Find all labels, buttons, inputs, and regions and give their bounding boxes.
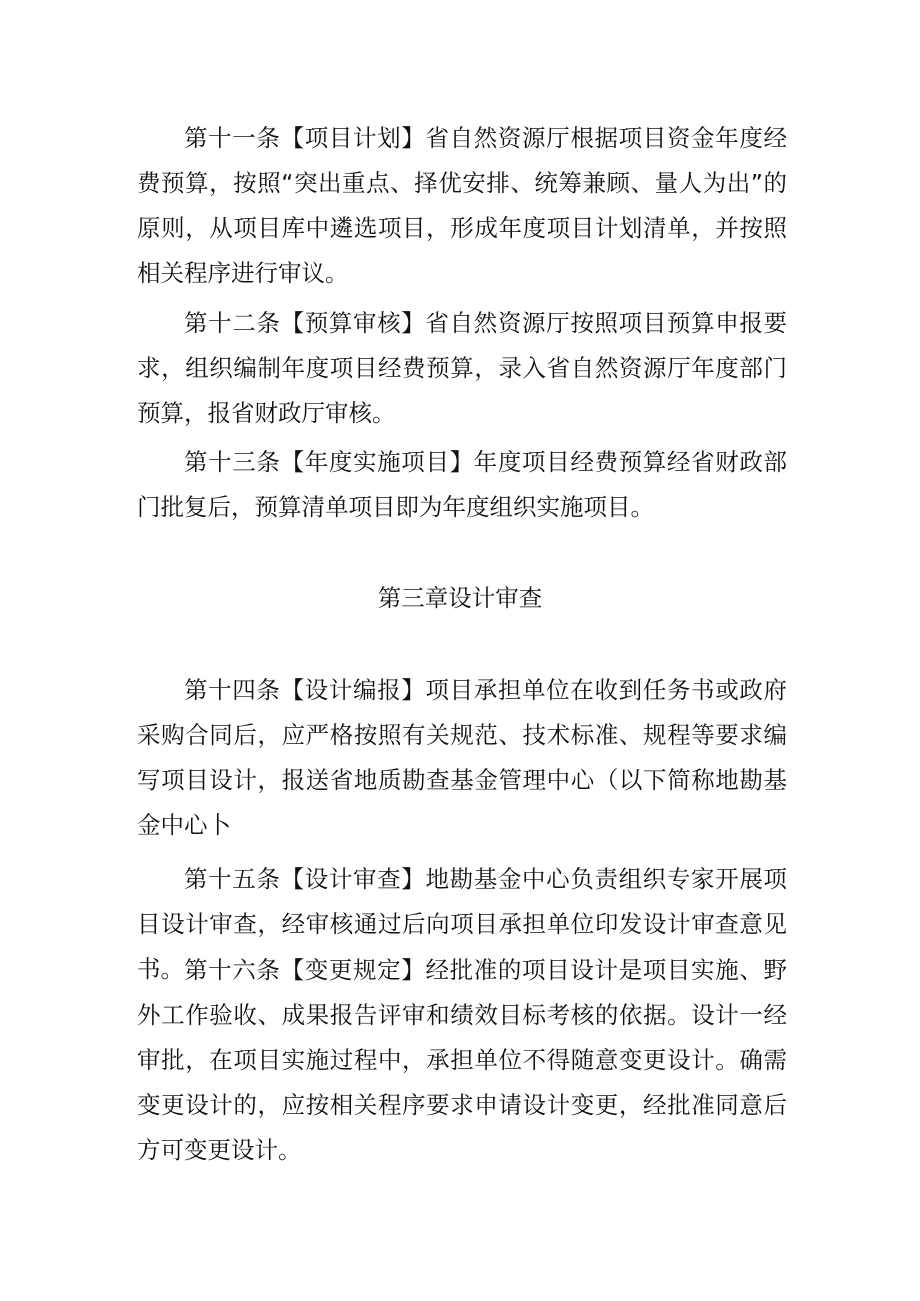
article-13-paragraph: 第十三条【年度实施项目】年度项目经费预算经省财政部门批复后，预算清单项目即为年度组织实施项目。	[137, 448, 787, 521]
article-14-paragraph: 第十四条【设计编报】项目承担单位在收到任务书或政府采购合同后，应严格按照有关规范、技术标准、规程等要求编写项目设计，报送省地质勘查基金管理中心（以下简称地勘基金中心卜	[137, 676, 787, 839]
chapter-heading: 第三章设计审查	[377, 584, 543, 612]
article-11-paragraph: 第十一条【项目计划】省自然资源厅根据项目资金年度经费预算，按照“突出重点、择优安排、统筹兼顾、量人为出”的原则，从项目库中遴选项目，形成年度项目计划清单，并按照相关程序进行审议。	[137, 124, 787, 287]
article-12-paragraph: 第十二条【预算审核】省自然资源厅按照项目预算申报要求，组织编制年度项目经费预算，录入省自然资源厅年度部门预算，报省财政厅审核。	[137, 309, 787, 427]
article-15-paragraph: 第十五条【设计审查】地勘基金中心负责组织专家开展项目设计审查，经审核通过后向项目承担单位印发设计审查意见书。	[137, 865, 787, 983]
article-16-paragraph: 第十六条【变更规定】经批准的项目设计是项目实施、野外工作验收、成果报告评审和绩效目标考核的依据。设计一经审批，在项目实施过程中，承担单位不得随意变更设计。确需变更设计的，应按相关程序要求申请设计变更，经批准同意后方可变更设计。	[137, 956, 787, 1164]
